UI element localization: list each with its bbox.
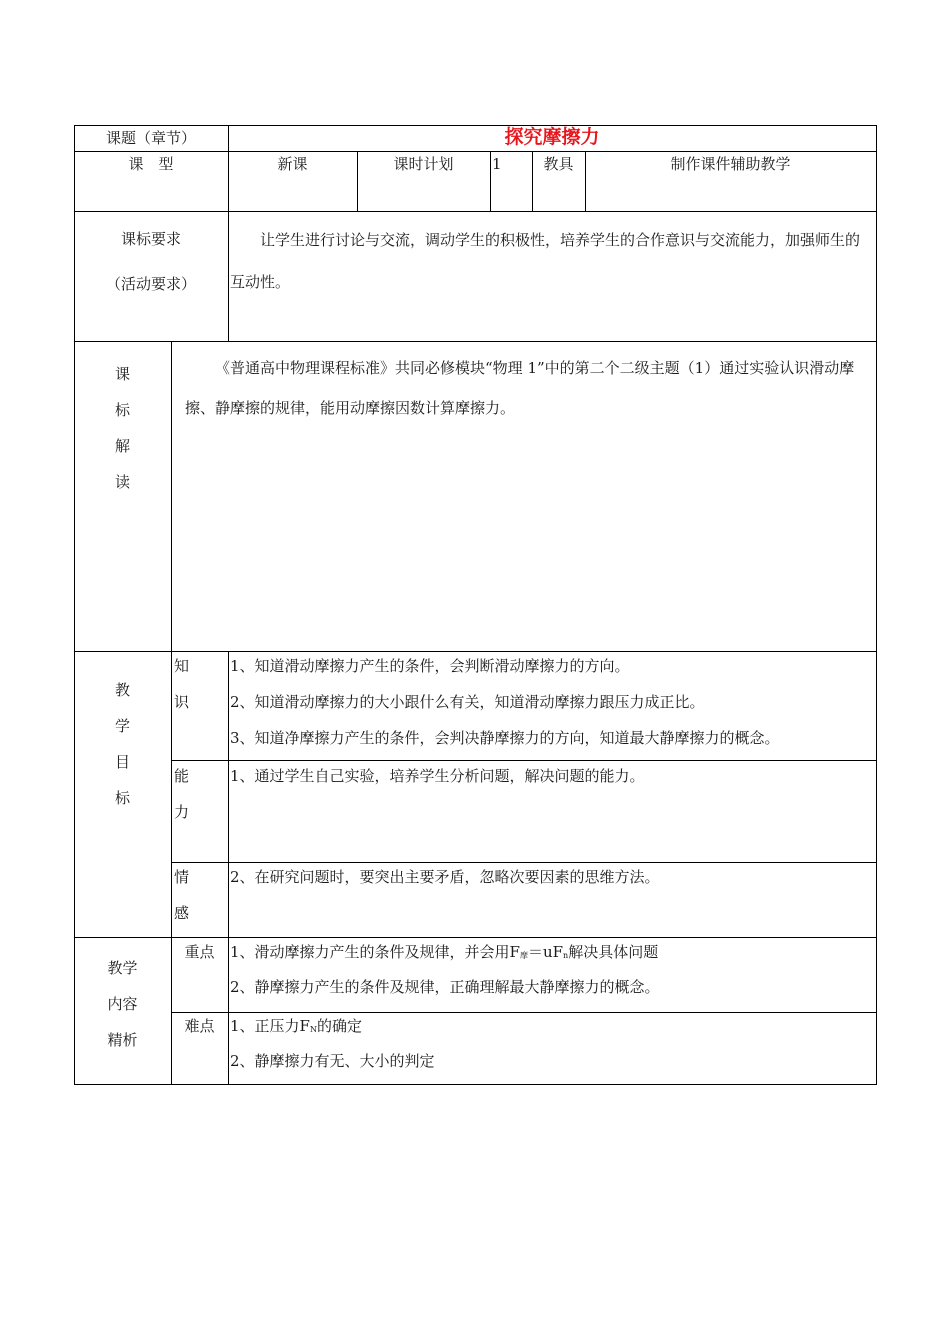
rule xyxy=(490,151,491,211)
tools-value: 制作课件辅助教学 xyxy=(670,155,791,173)
knowledge-item: 2、知道滑动摩擦力的大小跟什么有关，知道滑动摩擦力跟压力成正比。 xyxy=(230,693,705,711)
rule xyxy=(74,125,876,126)
rule xyxy=(74,211,876,212)
course-type-value: 新课 xyxy=(277,155,308,173)
rule xyxy=(74,341,876,342)
key-point-text: 1、滑动摩擦力产生的条件及规律，并会用F xyxy=(230,943,520,961)
knowledge-label-char: 识 xyxy=(174,693,190,711)
key-point-item: 2、静摩擦力产生的条件及规律，正确理解最大静摩擦力的概念。 xyxy=(230,978,660,996)
rule xyxy=(74,1084,876,1085)
interpretation-label-char: 课 xyxy=(114,365,130,383)
difficulty-text: 1、正压力F xyxy=(230,1017,310,1035)
rule xyxy=(876,125,877,1085)
knowledge-label-char: 知 xyxy=(174,657,190,675)
requirement-text: 让学生进行讨论与交流，调动学生的积极性，培养学生的合作意识与交流能力，加强师生的互动性。 xyxy=(230,231,861,291)
hours-label: 课时计划 xyxy=(393,155,454,173)
interpretation-text: 《普通高中物理课程标准》共同必修模块“物理 1”中的第二个二级主题（1）通过实验认识滑动摩擦、静摩擦的规律，能用动摩擦因数计算摩擦力。 xyxy=(185,359,855,417)
analysis-label-line: 内容 xyxy=(107,995,138,1013)
ability-item: 1、通过学生自己实验，培养学生分析问题，解决问题的能力。 xyxy=(230,767,645,785)
ability-label-char: 能 xyxy=(174,767,190,785)
analysis-label-line: 精析 xyxy=(107,1031,138,1049)
requirement-sublabel: （活动要求） xyxy=(105,275,196,293)
goals-label-char: 教 xyxy=(114,681,130,699)
rule xyxy=(171,760,876,761)
requirement-label: 课标要求 xyxy=(120,230,181,248)
knowledge-item: 3、知道净摩擦力产生的条件，会判决静摩擦力的方向，知道最大静摩擦力的概念。 xyxy=(230,729,780,747)
key-point-text: 解决具体问题 xyxy=(568,943,659,961)
difficulty-item: 2、静摩擦力有无、大小的判定 xyxy=(230,1052,435,1070)
difficulty-item xyxy=(230,1016,362,1040)
rule xyxy=(171,1012,876,1013)
course-type-label: 课 型 xyxy=(128,155,174,173)
rule xyxy=(74,151,876,152)
ability-label-char: 力 xyxy=(174,803,190,821)
rule xyxy=(228,651,229,1085)
difficulty-text: 的确定 xyxy=(316,1017,362,1035)
rule xyxy=(74,651,876,652)
key-point-item xyxy=(230,942,658,966)
emotion-item: 2、在研究问题时，要突出主要矛盾，忽略次要因素的思维方法。 xyxy=(230,868,660,886)
interpretation-label-char: 标 xyxy=(114,401,130,419)
topic-title: 探究摩擦力 xyxy=(504,126,600,148)
hours-value: 1 xyxy=(492,155,502,173)
subscript: 摩 xyxy=(519,951,528,960)
goals-label-char: 目 xyxy=(114,753,130,771)
rule xyxy=(74,937,876,938)
goals-label-char: 标 xyxy=(114,789,130,807)
emotion-label-char: 情 xyxy=(174,868,190,886)
goals-label-char: 学 xyxy=(114,717,130,735)
subscript: n xyxy=(563,951,569,960)
rule xyxy=(74,125,75,1085)
topic-label: 课题（章节） xyxy=(105,129,196,147)
rule xyxy=(171,341,172,1085)
interpretation-label-char: 读 xyxy=(114,473,130,491)
difficulties-label: 难点 xyxy=(184,1017,215,1035)
emotion-label-char: 感 xyxy=(174,904,190,922)
rule xyxy=(171,862,876,863)
key-points-label: 重点 xyxy=(184,943,215,961)
tools-label: 教具 xyxy=(543,155,574,173)
subscript: N xyxy=(309,1025,317,1034)
interpretation-label-char: 解 xyxy=(114,437,130,455)
key-point-text: ＝uF xyxy=(527,943,564,961)
knowledge-item: 1、知道滑动摩擦力产生的条件，会判断滑动摩擦力的方向。 xyxy=(230,657,630,675)
analysis-label-line: 教学 xyxy=(107,959,138,977)
